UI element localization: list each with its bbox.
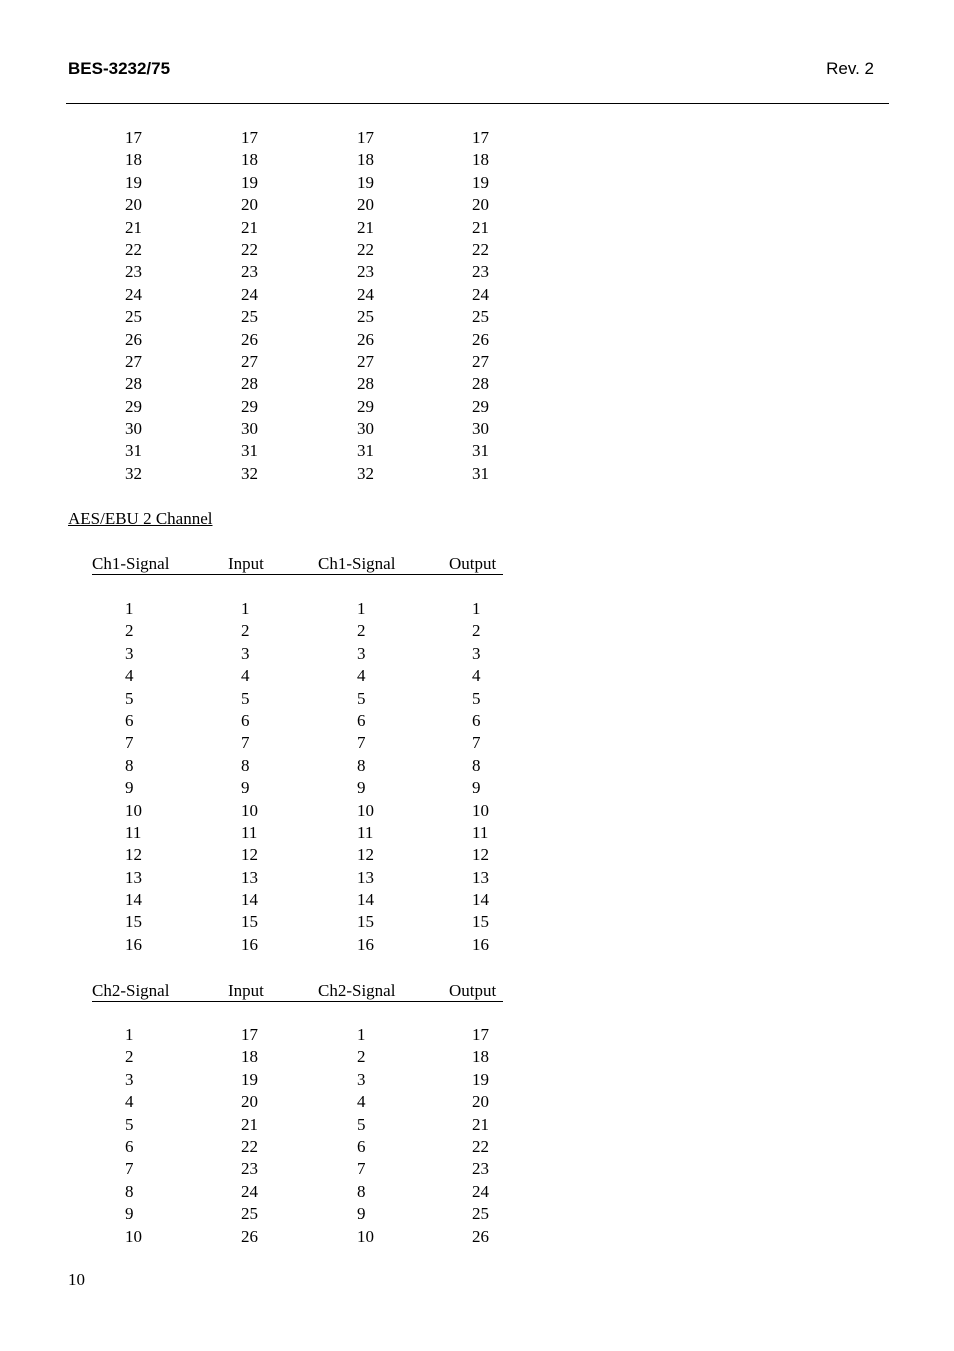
table-cell: 16 xyxy=(357,934,374,954)
document-id: BES-3232/75 xyxy=(68,59,171,78)
table-cell: 5 xyxy=(125,688,134,708)
table-cell: 28 xyxy=(241,374,258,394)
table-cell: 32 xyxy=(125,463,142,483)
column-header: Ch1-Signal xyxy=(318,554,396,573)
table-cell: 12 xyxy=(357,845,374,865)
table-cell: 4 xyxy=(357,666,366,686)
table-cell: 10 xyxy=(472,800,489,820)
table-cell: 4 xyxy=(357,1092,366,1112)
table-cell: 5 xyxy=(125,1114,134,1134)
table-cell: 14 xyxy=(472,890,489,910)
table-cell: 15 xyxy=(472,912,489,932)
table-cell: 25 xyxy=(472,307,489,327)
column-header: Input xyxy=(228,981,264,1000)
table-cell: 26 xyxy=(125,329,142,349)
table-cell: 24 xyxy=(472,284,489,304)
table-cell: 3 xyxy=(125,643,134,663)
table-cell: 12 xyxy=(125,845,142,865)
table-cell: 13 xyxy=(357,867,374,887)
table-cell: 27 xyxy=(241,351,258,371)
table-cell: 9 xyxy=(472,778,481,798)
table-cell: 13 xyxy=(125,867,142,887)
table-cell: 13 xyxy=(472,867,489,887)
table-cell: 18 xyxy=(125,150,142,170)
table-cell: 18 xyxy=(241,150,258,170)
table-cell: 9 xyxy=(357,1204,366,1224)
table-cell: 23 xyxy=(241,262,258,282)
table-cell: 11 xyxy=(241,822,258,842)
table-cell: 16 xyxy=(241,934,258,954)
table-cell: 7 xyxy=(125,733,134,753)
table-cell: 30 xyxy=(472,419,489,439)
table-cell: 9 xyxy=(241,778,250,798)
table-cell: 20 xyxy=(357,195,374,215)
table-cell: 27 xyxy=(472,351,489,371)
table-cell: 10 xyxy=(125,1226,142,1246)
column-header: Ch2-Signal xyxy=(318,981,396,1000)
table-cell: 14 xyxy=(241,890,258,910)
table-cell: 8 xyxy=(357,755,366,775)
table-cell: 21 xyxy=(472,217,489,237)
table-cell: 23 xyxy=(241,1159,258,1179)
table-cell: 8 xyxy=(125,755,134,775)
table-cell: 10 xyxy=(241,800,258,820)
table-cell: 3 xyxy=(357,643,366,663)
table-cell: 1 xyxy=(125,599,134,618)
revision-label: Rev. 2 xyxy=(826,59,874,78)
table-cell: 19 xyxy=(241,1069,258,1089)
table-cell: 15 xyxy=(357,912,374,932)
table-cell: 5 xyxy=(241,688,250,708)
table-cell: 8 xyxy=(241,755,250,775)
table-cell: 6 xyxy=(472,710,481,730)
table-cell: 24 xyxy=(472,1181,489,1201)
table-cell: 7 xyxy=(472,733,481,753)
table-cell: 4 xyxy=(472,666,481,686)
table-cell: 23 xyxy=(125,262,142,282)
table-cell: 15 xyxy=(125,912,142,932)
table-cell: 10 xyxy=(357,800,374,820)
table-cell: 28 xyxy=(357,374,374,394)
table-cell: 18 xyxy=(472,1047,489,1067)
table-cell: 19 xyxy=(357,172,374,192)
header-divider xyxy=(66,103,889,104)
table-cell: 16 xyxy=(472,934,489,954)
table-cell: 25 xyxy=(241,307,258,327)
table-ch2-header xyxy=(0,980,954,1002)
table-cell: 25 xyxy=(241,1204,258,1224)
table-cell: 29 xyxy=(357,396,374,416)
table-cell: 29 xyxy=(472,396,489,416)
table-cell: 6 xyxy=(125,710,134,730)
table-cell: 31 xyxy=(357,441,374,461)
table-cell: 1 xyxy=(357,599,366,618)
table-cell: 26 xyxy=(472,1226,489,1246)
table-cell: 4 xyxy=(125,666,134,686)
table-cell: 21 xyxy=(241,217,258,237)
table-cell: 6 xyxy=(241,710,250,730)
column-header: Input xyxy=(228,554,264,573)
table-cell: 11 xyxy=(472,822,489,842)
table-cell: 2 xyxy=(357,1047,366,1067)
table-cell: 5 xyxy=(357,688,366,708)
table-cell: 24 xyxy=(241,284,258,304)
table-cell: 11 xyxy=(357,822,374,842)
table-cell: 9 xyxy=(357,778,366,798)
table-cell: 17 xyxy=(472,1025,489,1044)
table-cell: 8 xyxy=(125,1181,134,1201)
table-cell: 6 xyxy=(357,710,366,730)
table-cell: 26 xyxy=(357,329,374,349)
table-cell: 19 xyxy=(125,172,142,192)
table-cell: 17 xyxy=(472,128,489,147)
table-cell: 29 xyxy=(125,396,142,416)
table-cell: 7 xyxy=(125,1159,134,1179)
table-cell: 24 xyxy=(357,284,374,304)
table-cell: 18 xyxy=(357,150,374,170)
table-cell: 21 xyxy=(125,217,142,237)
table-cell: 26 xyxy=(241,329,258,349)
column-header: Output xyxy=(449,554,497,573)
table-cell: 19 xyxy=(472,172,489,192)
table-ch1-header xyxy=(0,553,954,575)
table-cell: 26 xyxy=(241,1226,258,1246)
table-cell: 21 xyxy=(241,1114,258,1134)
table-cell: 14 xyxy=(125,890,142,910)
table-cell: 18 xyxy=(241,1047,258,1067)
table-cell: 1 xyxy=(472,599,481,618)
table-cell: 11 xyxy=(125,822,142,842)
table-cell: 2 xyxy=(125,1047,134,1067)
table-cell: 3 xyxy=(472,643,481,663)
table-cell: 2 xyxy=(125,621,134,641)
table-cell: 31 xyxy=(241,441,258,461)
table-cell: 2 xyxy=(357,621,366,641)
table-cell: 8 xyxy=(472,755,481,775)
table-cell: 21 xyxy=(357,217,374,237)
table-cell: 27 xyxy=(125,351,142,371)
table-cell: 20 xyxy=(472,1092,489,1112)
table-cell: 25 xyxy=(472,1204,489,1224)
header-underline xyxy=(92,574,503,575)
table-cell: 1 xyxy=(125,1025,134,1044)
table-cell: 20 xyxy=(241,1092,258,1112)
table-cell: 15 xyxy=(241,912,258,932)
section-title: AES/EBU 2 Channel xyxy=(68,509,213,528)
table-cell: 32 xyxy=(241,463,258,483)
table-cell: 18 xyxy=(472,150,489,170)
table-cell: 17 xyxy=(241,128,258,147)
table-cell: 30 xyxy=(241,419,258,439)
table-cell: 23 xyxy=(472,262,489,282)
table-cell: 22 xyxy=(125,239,142,259)
table-cell: 30 xyxy=(125,419,142,439)
table-cell: 19 xyxy=(241,172,258,192)
table-cell: 3 xyxy=(125,1069,134,1089)
table-cell: 7 xyxy=(357,733,366,753)
table-cell: 6 xyxy=(357,1136,366,1156)
table-cell: 10 xyxy=(357,1226,374,1246)
table-cell: 24 xyxy=(241,1181,258,1201)
column-header: Ch1-Signal xyxy=(92,554,170,573)
table-cell: 25 xyxy=(357,307,374,327)
table-cell: 21 xyxy=(472,1114,489,1134)
table-cell: 28 xyxy=(472,374,489,394)
table-cell: 23 xyxy=(357,262,374,282)
table-cell: 7 xyxy=(241,733,250,753)
table-cell: 22 xyxy=(241,1136,258,1156)
table-cell: 20 xyxy=(241,195,258,215)
table-cell: 5 xyxy=(357,1114,366,1134)
table-cell: 29 xyxy=(241,396,258,416)
table-cell: 6 xyxy=(125,1136,134,1156)
table-cell: 12 xyxy=(241,845,258,865)
table-cell: 16 xyxy=(125,934,142,954)
table-cell: 30 xyxy=(357,419,374,439)
table-cell: 22 xyxy=(472,1136,489,1156)
table-cell: 1 xyxy=(357,1025,366,1044)
table-cell: 31 xyxy=(472,441,489,461)
table-cell: 4 xyxy=(241,666,250,686)
table-cell: 22 xyxy=(472,239,489,259)
table-cell: 17 xyxy=(125,128,142,147)
table-cell: 2 xyxy=(472,621,481,641)
table-cell: 32 xyxy=(357,463,374,483)
table-cell: 13 xyxy=(241,867,258,887)
table-cell: 3 xyxy=(357,1069,366,1089)
table-cell: 28 xyxy=(125,374,142,394)
table-cell: 1 xyxy=(241,599,250,618)
table-cell: 26 xyxy=(472,329,489,349)
table-cell: 5 xyxy=(472,688,481,708)
table-cell: 17 xyxy=(241,1025,258,1044)
table-cell: 8 xyxy=(357,1181,366,1201)
table-cell: 17 xyxy=(357,128,374,147)
table-cell: 20 xyxy=(472,195,489,215)
table-cell: 24 xyxy=(125,284,142,304)
table-cell: 10 xyxy=(125,800,142,820)
table-cell: 31 xyxy=(472,463,489,483)
table-cell: 2 xyxy=(241,621,250,641)
table-cell: 4 xyxy=(125,1092,134,1112)
table-cell: 9 xyxy=(125,778,134,798)
table-cell: 14 xyxy=(357,890,374,910)
page-number: 10 xyxy=(68,1270,85,1289)
table-cell: 7 xyxy=(357,1159,366,1179)
header-underline xyxy=(92,1001,503,1002)
table-cell: 31 xyxy=(125,441,142,461)
table-cell: 19 xyxy=(472,1069,489,1089)
table-cell: 3 xyxy=(241,643,250,663)
column-header: Ch2-Signal xyxy=(92,981,170,1000)
table-cell: 22 xyxy=(357,239,374,259)
table-cell: 12 xyxy=(472,845,489,865)
column-header: Output xyxy=(449,981,497,1000)
table-cell: 20 xyxy=(125,195,142,215)
table-cell: 25 xyxy=(125,307,142,327)
table-cell: 23 xyxy=(472,1159,489,1179)
table-cell: 22 xyxy=(241,239,258,259)
table-cell: 9 xyxy=(125,1204,134,1224)
table-cell: 27 xyxy=(357,351,374,371)
